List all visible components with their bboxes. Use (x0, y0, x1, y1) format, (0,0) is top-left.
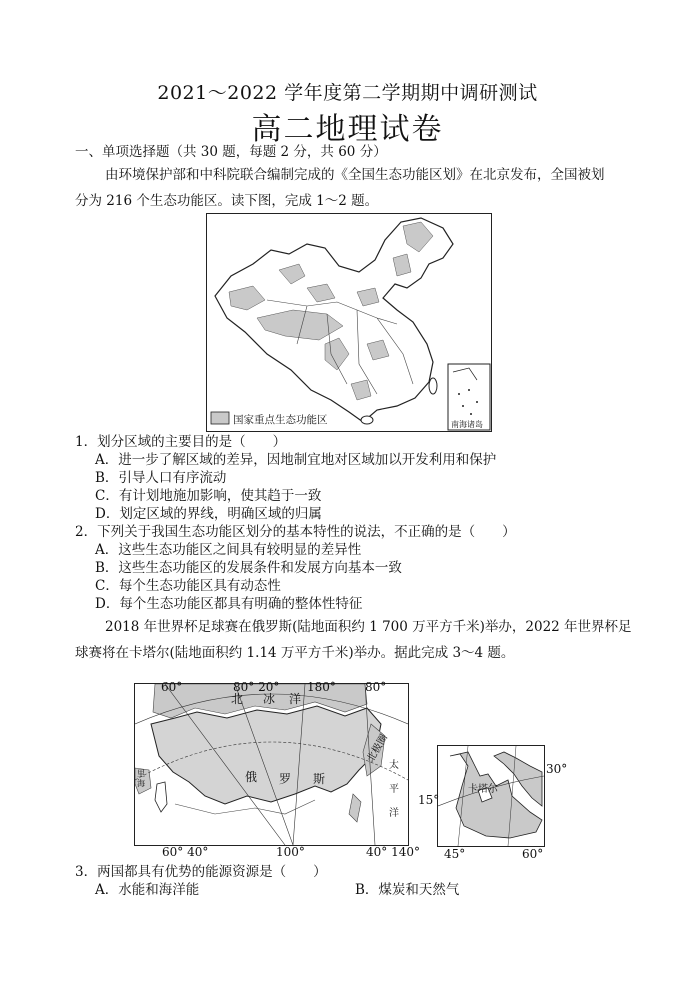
russia-lon-bottom-60-40: 60° 40° (162, 845, 209, 859)
arctic-ocean-char-3: 洋 (289, 692, 302, 706)
map1-legend-label: 国家重点生态功能区 (233, 414, 328, 426)
intro-line-1: 由环境保护部和中科院联合编制完成的《全国生态功能区划》在北京发布，全国被划 (105, 167, 605, 183)
russia-map-graphic (135, 684, 408, 845)
russia-lon-bottom-100: 100° (276, 845, 305, 859)
arctic-circle-label: 北极圈 (365, 732, 390, 765)
exam-title: 高二地理试卷 (251, 112, 444, 147)
qatar-lat-left: 15° (418, 793, 440, 807)
qatar-map-graphic (438, 746, 544, 846)
qatar-map (437, 745, 545, 847)
question-2-option-a: A．这些生态功能区之间具有较明显的差异性 (95, 542, 362, 558)
china-map-graphic (207, 214, 491, 431)
question-2-stem: 2．下列关于我国生态功能区划分的基本特性的说法，不正确的是（ ） (75, 524, 516, 540)
question-1-option-d: D．划定区域的界线，明确区域的归属 (95, 506, 322, 522)
russia-lon-bottom-40-140: 40° 140° (366, 845, 420, 859)
qatar-lon-bottom-left: 45° (444, 847, 466, 861)
caspian-char-2: 海 (137, 779, 145, 788)
question-2-option-b: B．这些生态功能区的发展条件和发展方向基本一致 (95, 560, 402, 576)
russia-char-1: 俄 (245, 770, 258, 784)
pacific-char-1: 太 (389, 760, 399, 771)
question-3-option-b: B．煤炭和天然气 (355, 882, 460, 898)
russia-lon-label-60: 60° (161, 680, 183, 694)
question-1-option-c: C．有计划地施加影响，使其趋于一致 (95, 488, 322, 504)
question-3-option-a: A．水能和海洋能 (95, 882, 200, 898)
russia-lon-label-80: 80° (365, 680, 387, 694)
qatar-label: 卡塔尔 (468, 784, 498, 795)
russia-map (134, 680, 409, 846)
question-2-option-c: C．每个生态功能区具有动态性 (95, 578, 281, 594)
russia-char-2: 罗 (279, 772, 292, 786)
map1-inset-label: 南海诸岛 (451, 420, 483, 429)
pacific-char-3: 洋 (389, 808, 399, 819)
china-eco-zone-map (206, 213, 492, 432)
intro2-line-1: 2018 年世界杯足球赛在俄罗斯(陆地面积约 1 700 万平方千米)举办，2022 年世界杯足 (105, 619, 632, 635)
qatar-lon-bottom-right: 60° (522, 847, 544, 861)
pacific-char-2: 平 (389, 784, 399, 795)
question-1-option-b: B．引导人口有序流动 (95, 470, 227, 486)
qatar-lat-right: 30° (546, 762, 568, 776)
section-heading: 一、单项选择题（共 30 题，每题 2 分，共 60 分） (75, 144, 387, 160)
question-1-option-a: A．进一步了解区域的差异，因地制宜地对区域加以开发利用和保护 (95, 452, 497, 468)
exam-subtitle: 2021～2022 学年度第二学期期中调研测试 (157, 82, 538, 104)
russia-lon-label-180: 180° (307, 680, 336, 694)
russia-char-3: 斯 (313, 772, 326, 786)
question-1-stem: 1．划分区域的主要目的是（ ） (75, 434, 287, 450)
caspian-char-1: 里 (137, 769, 145, 778)
arctic-ocean-char-1: 北 (231, 692, 244, 706)
question-3-stem: 3．两国都具有优势的能源资源是（ ） (75, 864, 327, 880)
arctic-ocean-char-2: 冰 (263, 692, 276, 706)
russia-lon-label-80-20: 80° 20° (233, 680, 280, 694)
intro2-line-2: 球赛将在卡塔尔(陆地面积约 1.14 万平方千米)举办。据此完成 3～4 题。 (75, 645, 515, 661)
intro-line-2: 分为 216 个生态功能区。读下图，完成 1～2 题。 (75, 193, 379, 209)
question-2-option-d: D．每个生态功能区都具有明确的整体性特征 (95, 596, 363, 612)
